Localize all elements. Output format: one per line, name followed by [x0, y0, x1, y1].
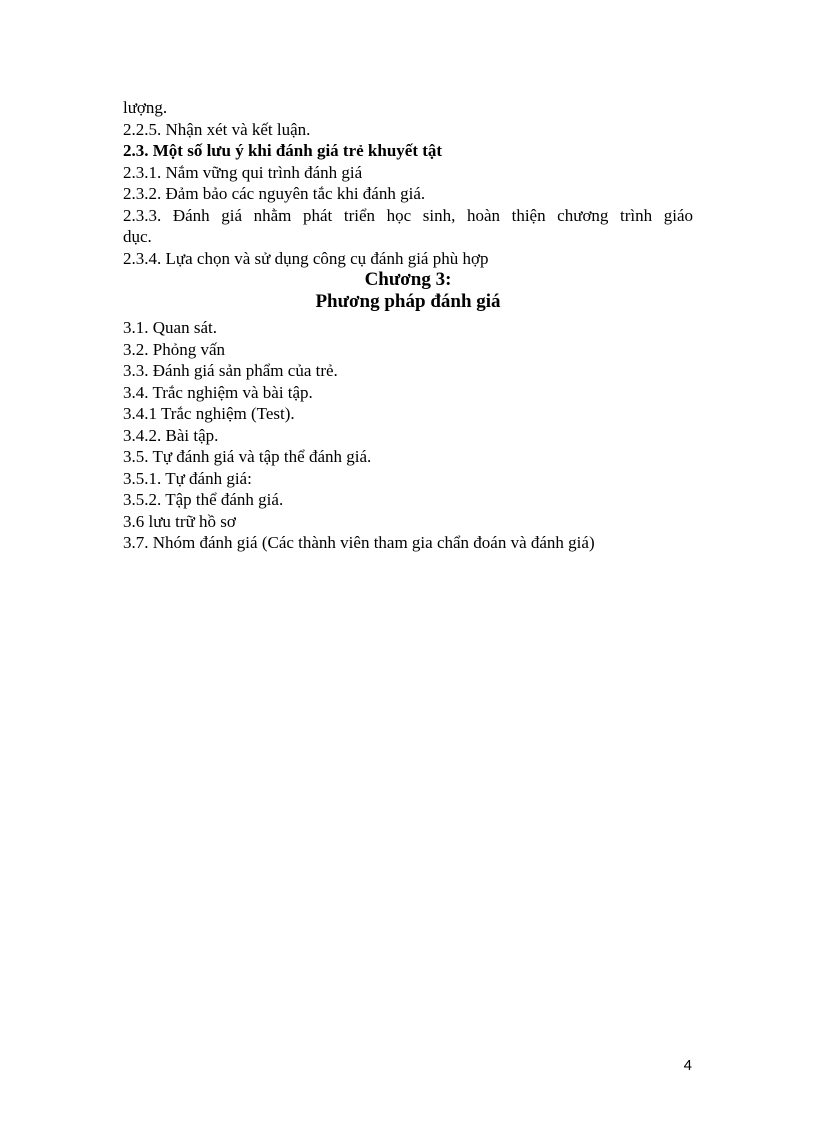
toc-item-3-5: 3.5. Tự đánh giá và tập thể đánh giá.: [123, 447, 372, 466]
toc-item-3-4-1: 3.4.1 Trắc nghiệm (Test).: [123, 404, 295, 423]
toc-item-2-3-1: 2.3.1. Nắm vững qui trình đánh giá: [123, 162, 363, 182]
toc-item-3-3: 3.3. Đánh giá sản phẩm của trẻ.: [123, 361, 338, 380]
toc-item-3-5-1: 3.5.1. Tự đánh giá:: [123, 468, 252, 488]
toc-item-3-4: 3.4. Trắc nghiệm và bài tập.: [123, 382, 313, 402]
toc-item-3-4-2: 3.4.2. Bài tập.: [123, 425, 219, 445]
toc-item-3-5-2: 3.5.2. Tập thể đánh giá.: [123, 490, 284, 509]
chapter-number: Chương 3:: [364, 269, 452, 290]
toc-item-2-3-2: 2.3.2. Đảm bảo các nguyên tắc khi đánh giá.: [123, 184, 426, 203]
chapter-heading: [123, 269, 693, 313]
chapter-title: Phương pháp đánh giá: [315, 291, 501, 312]
text-line: lượng.: [123, 98, 168, 117]
page-content: [123, 97, 693, 554]
toc-item-3-2: 3.2. Phỏng vấn: [123, 339, 225, 359]
toc-item-3-1: 3.1. Quan sát.: [123, 318, 217, 337]
section-heading-2-3: 2.3. Một số lưu ý khi đánh giá trẻ khuyết tật: [123, 141, 443, 160]
toc-item-2-3-3-line1: 2.3.3. Đánh giá nhằm phát triển học sinh, hoàn thiện chương trình giáo: [123, 205, 693, 225]
toc-item-2-2-5: 2.2.5. Nhận xét và kết luận.: [123, 119, 311, 139]
toc-item-3-6: 3.6 lưu trữ hồ sơ: [123, 511, 236, 531]
toc-item-3-7: 3.7. Nhóm đánh giá (Các thành viên tham gia chẩn đoán và đánh giá): [123, 533, 595, 552]
page-number: 4: [683, 1057, 692, 1074]
toc-item-2-3-3-line2: dục.: [123, 227, 152, 246]
toc-item-2-3-4: 2.3.4. Lựa chọn và sử dụng công cụ đánh giá phù hợp: [123, 248, 489, 268]
